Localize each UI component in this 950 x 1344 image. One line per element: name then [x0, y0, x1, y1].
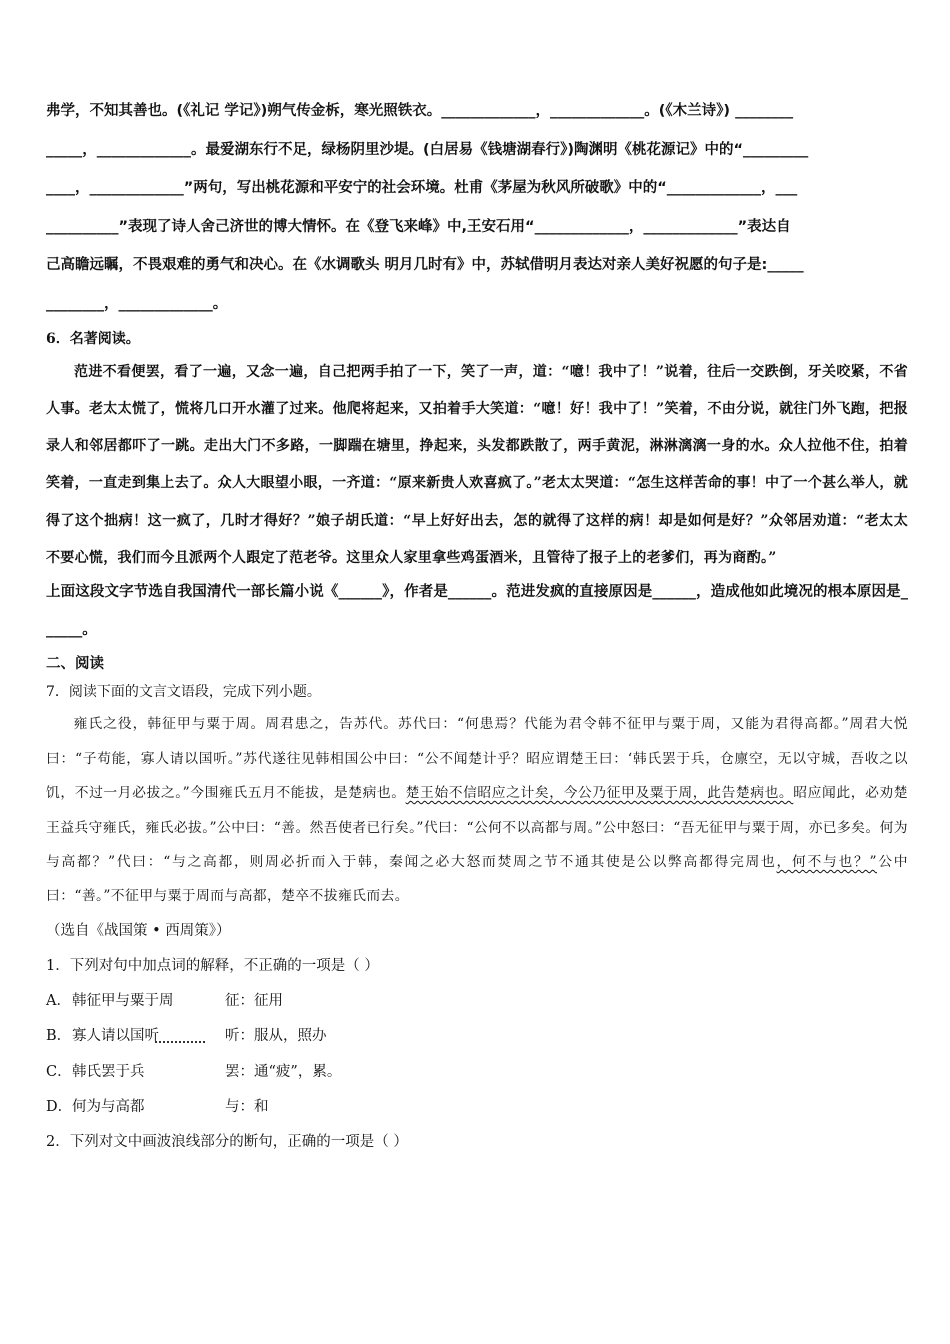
option-c — [46, 1055, 908, 1090]
option-text: 韩氏罢于兵 — [72, 1063, 145, 1080]
section-heading: 二、阅读 — [46, 656, 104, 673]
option-text — [72, 1019, 225, 1054]
exam-page — [46, 92, 908, 1160]
q6-question: 上面这段文字节选自我国清代一部长篇小说《______》，作者是______。范进发疯的直接原因是______，造成他如此境况的根本原因是______。 — [46, 584, 908, 639]
q6-title: 6．名著阅读。 — [46, 330, 140, 347]
option-b — [46, 1019, 908, 1054]
passage-part: 昭应闻此，必劝楚王益兵守雍氏，雍氏必拔。”公中曰：“善。然吾使者已行矣。”代曰：“公何不以高都与周。”公中怒曰：“吾无征甲与粟于周，亦已多矣。何为与高都？”代曰：“与之高都，则周必折而入于韩，秦闻之必大怒而焚周之节不通其使是公以弊高都得完周也 — [46, 785, 908, 870]
passage-part: 雍氏之役，韩征甲与粟于周。周君患之，告苏代。苏代曰：“何患焉？代能为君令韩不征甲与粟于周，又能为君得高都。”周君大悦曰：“子苟能，寡人请以国听。”苏代遂往见韩相国公中曰：“公不闻楚计乎？昭应谓楚王曰：‘韩氏罢于兵，仓廪空，无以守城，吾收之以饥，不过一月必拔之。”今围雍氏五月不能拔，是楚病也。 — [46, 716, 908, 802]
option-gloss: 与：和 — [225, 1098, 269, 1115]
option-text-label: 寡人请以国听 — [72, 1028, 159, 1045]
option-text: 何为与高都 — [72, 1098, 145, 1115]
classical-passage — [46, 707, 908, 913]
option-letter: B． — [46, 1028, 72, 1045]
question-5-fill-in — [46, 92, 908, 324]
sub-question-2-stem: 2．下列对文中画波浪线部分的断句，正确的一项是（ ） — [46, 1134, 408, 1150]
q5-line: ____，_____________”两句，写出桃花源和平安宁的社会环境。杜甫《茅屋为秋风所破歌》中的“_____________，___ — [46, 180, 798, 197]
q5-line: __________”表现了诗人舍己济世的博大情怀。在《登飞来峰》中,王安石用“_____________，_____________”表达自 — [46, 218, 791, 235]
q5-line: 弗学，不知其善也。(《礼记 学记》)朔气传金柝，寒光照铁衣。_____________，_____________。(《木兰诗》) ________ — [46, 103, 794, 119]
source-citation: （选自《战国策 • 西周策》） — [46, 922, 231, 939]
option-d — [46, 1090, 908, 1125]
q5-line: _____，_____________。最爱湖东行不足，绿杨阴里沙堤。(白居易《钱塘湖春行》)陶渊明《桃花源记》中的“_________ — [46, 141, 809, 158]
passage-part: 公中曰：“善。”不征甲与粟于周而与高都，楚卒不拔雍氏而去。 — [46, 853, 909, 905]
wavy-underlined-text: ，何不与也？” — [776, 853, 877, 870]
option-gloss: 罢：通“疲”，累。 — [225, 1063, 342, 1080]
emphasis-dots — [155, 1041, 205, 1043]
option-letter: C． — [46, 1063, 72, 1080]
q6-passage: 范进不看便罢，看了一遍，又念一遍，自己把两手拍了一下，笑了一声，道：“噫！我中了！”说着，往后一交跌倒，牙关咬紧，不省人事。老太太慌了，慌将几口开水灌了过来。他爬将起来，又拍着手大笑道：“噫！好！我中了！”笑着，不由分说，就往门外飞跑，把报录人和邻居都吓了一跳。走出大门不多路，一脚踹在塘里，挣起来，头发都跌散了，两手黄泥，淋淋漓漓一身的水。众人拉他不住，拍着笑着，一直走到集上去了。众人大眼望小眼，一齐道：“原来新贵人欢喜疯了。”老太太哭道：“怎生这样苦命的事！中了一个甚么举人，就得了这个拙病！这一疯了，几时才得好？”娘子胡氏道：“早上好好出去，怎的就得了这样的病！却是如何是好？”众邻居劝道：“老太太不要心慌，我们而今且派两个人跟定了范老爷。这里众人家里拿些鸡蛋酒米，且管待了报子上的老爹们，再为商酌。” — [46, 363, 908, 567]
option-text: 韩征甲与粟于周 — [72, 993, 174, 1010]
wavy-underlined-text: 楚王始不信昭应之计矣，今公乃征甲及粟于周，此告楚病也。 — [405, 785, 794, 802]
option-letter: D． — [46, 1098, 73, 1115]
option-a — [46, 984, 908, 1019]
q5-line: 己高瞻远瞩，不畏艰难的勇气和决心。在《水调歌头 明月几时有》中，苏轼借明月表达对亲人美好祝愿的句子是:_____ — [46, 257, 804, 274]
option-letter: A． — [46, 993, 71, 1010]
q7-title: 7．阅读下面的文言文语段，完成下列小题。 — [46, 684, 321, 701]
sub-question-1-stem: 1．下列对句中加点词的解释，不正确的一项是（ ） — [46, 957, 379, 974]
q5-line: ________，_____________。 — [46, 295, 228, 312]
option-gloss: 征：征用 — [225, 993, 283, 1010]
option-gloss: 听：服从，照办 — [225, 1028, 327, 1045]
